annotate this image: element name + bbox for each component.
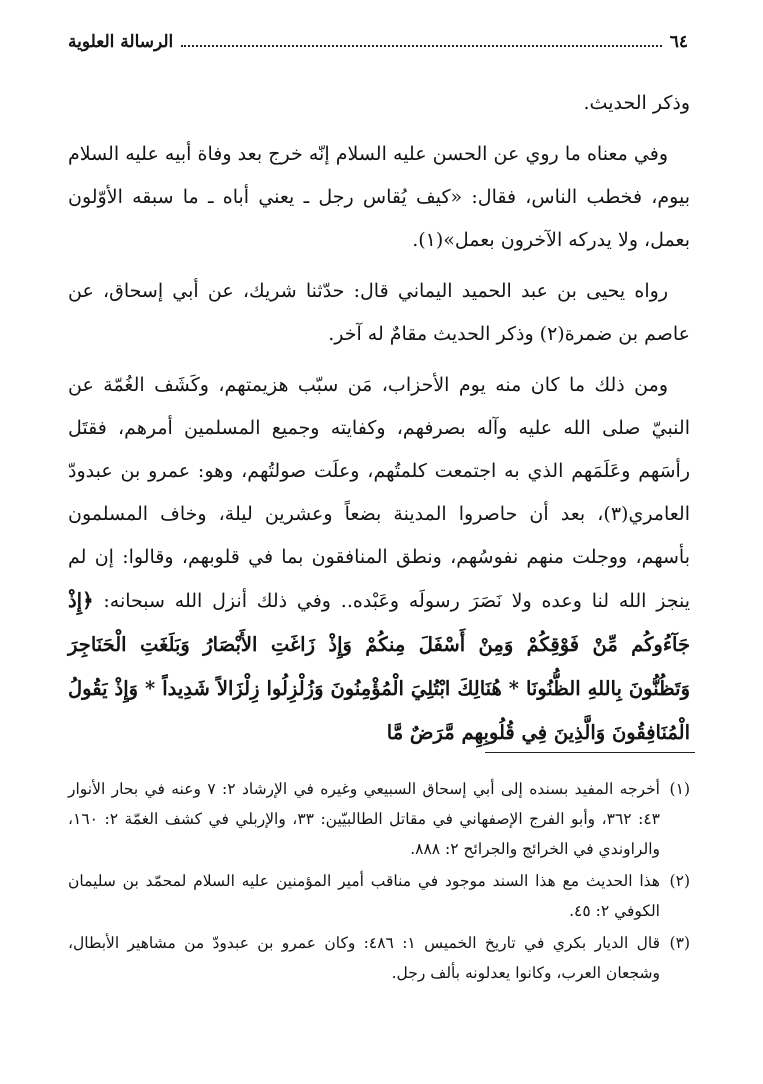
- footnote-separator: [485, 752, 695, 753]
- footnote: [68, 774, 690, 864]
- paragraph: وفي معناه ما روي عن الحسن عليه السلام إنّه خرج بعد وفاة أبيه عليه السلام بيوم، فخطب الناس، فقال: «كيف يُقاس رجل ـ يعني أباه ـ ما سبقه الأوّلون بعمل، ولا يدركه الآخرون بعمل»(١).: [68, 143, 690, 251]
- footnote-text: أخرجه المفيد بسنده إلى أبي إسحاق السبيعي وغيره في الإرشاد ٢: ٧ وعنه في بحار الأنوار ٤٣: ٣٦٢، وأبو الفرج الإصفهاني في مقاتل الطالبيّين: ٣٣، والإربلي في كشف الغمّة ٢: ١٦٠، والراوندي في الخرائج والجرائح ٢: ٨٨٨.: [68, 780, 660, 858]
- footnote-number: (٢): [669, 872, 690, 890]
- footnote-number: (١): [669, 780, 690, 798]
- paragraph: رواه يحيى بن عبد الحميد اليماني قال: حدّثنا شريك، عن أبي إسحاق، عن عاصم بن ضمرة(٢) وذكر الحديث مقامٌ له آخر.: [68, 280, 690, 345]
- paragraph-text: ومن ذلك ما كان منه يوم الأحزاب، مَن سبّب هزيمتهم، وكَشَف الغُمّة عن النبيّ صلى الله عليه وآله بصرفهم، وكفايته وجميع المسلمين أمرهم، فقتَل رأسَهم وعَلَمَهم الذي به اجتمعت كلمتُهم، وعلَت صولتُهم، وهو: عمرو بن عبدودّ العامري(٣)، بعد أن حاصروا المدينة بضعاً وعشرين ليلة، وخاف المسلمون بأسهم، ووجلت منهم نفوسُهم، ونطق المنافقون بما في قلوبهم، وقالوا: إن لم ينجز الله لنا وعده ولا نَصَرَ رسولَه وعَبْده.. وفي ذلك أنزل الله سبحانه:: [68, 374, 690, 612]
- main-text: [68, 82, 690, 763]
- header-dotted-leader: [181, 31, 661, 47]
- footnote-text: قال الديار بكري في تاريخ الخميس ١: ٤٨٦: وكان عمرو بن عبدودّ من مشاهير الأبطال، وشجعان العرب، وكانوا يعدلونه بألف رجل.: [68, 934, 660, 982]
- paragraph: [68, 364, 690, 755]
- footnote-text: هذا الحديث مع هذا السند موجود في مناقب أمير المؤمنين عليه السلام لمحمّد بن سليمان الكوفي ٢: ٤٥.: [68, 872, 660, 920]
- running-header: [68, 30, 688, 54]
- quran-verse: ﴿إِذْ جَآءُوكُم مِّنْ فَوْقِكُمْ وَمِنْ أَسْفَلَ مِنكُمْ وَإِذْ زَاغَتِ الأَبْصَارُ وَبَلَغَتِ الْحَنَاجِرَ وَتَظُنُّونَ بِاللهِ الظُّنُونَا * هُنَالِكَ ابْتُلِيَ الْمُؤْمِنُونَ وَزُلْزِلُوا زِلْزَالاً شَدِيداً * وَإِذْ يَقُولُ الْمُنَافِقُونَ وَالَّذِينَ فِي قُلُوبِهِم مَّرَضٌ مَّا: [68, 589, 690, 744]
- footnote: [68, 928, 690, 988]
- footnote-number: (٣): [669, 934, 690, 952]
- footnotes: [68, 774, 690, 990]
- page-number: ٦٤: [669, 32, 688, 52]
- paragraph: وذكر الحديث.: [583, 92, 690, 114]
- book-title: الرسالة العلوية: [68, 32, 174, 52]
- footnote: [68, 866, 690, 926]
